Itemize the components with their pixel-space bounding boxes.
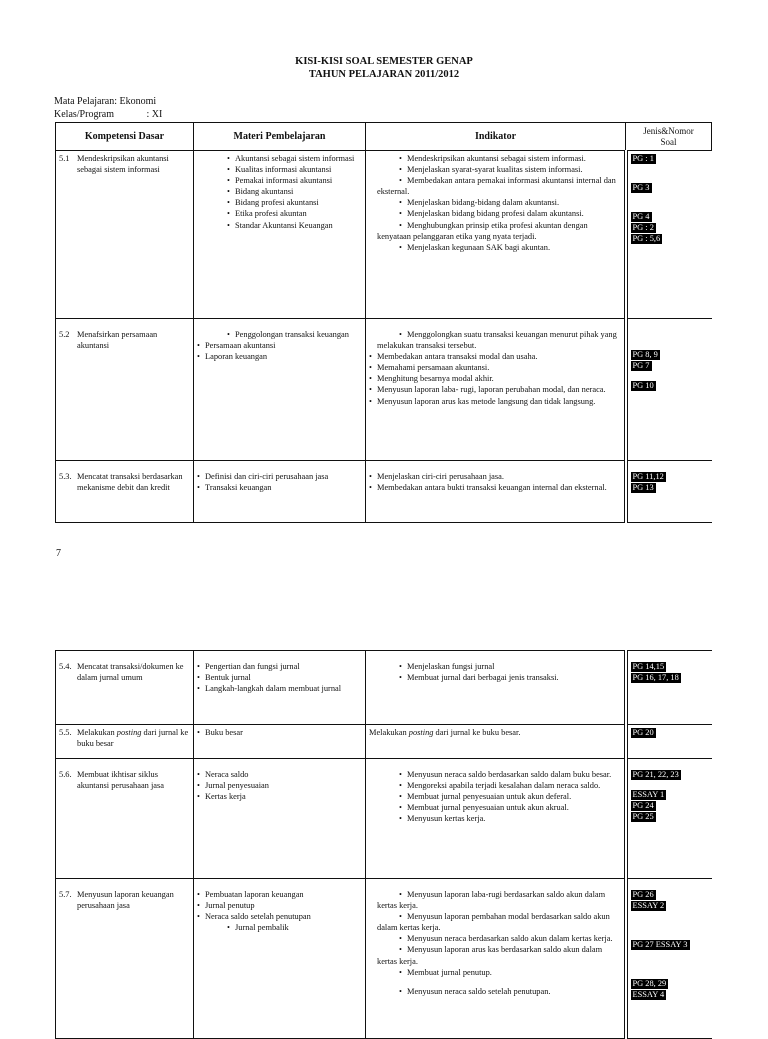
kd-text bbox=[77, 727, 190, 749]
kompetensi-cell bbox=[56, 319, 194, 461]
kd-text: Membuat ikhtisar siklus akuntansi perusahaan jasa bbox=[77, 770, 164, 791]
kisi-kisi-table-part2 bbox=[55, 650, 712, 1039]
soal-cell bbox=[626, 461, 712, 523]
indikator-cell bbox=[366, 879, 626, 1039]
list-item: • Jurnal penyesuaian bbox=[197, 780, 362, 791]
soal-code: PG : 1 bbox=[632, 154, 654, 163]
table-row bbox=[56, 319, 712, 461]
list-item: • Menjelaskan syarat-syarat kualitas sistem informasi. bbox=[369, 164, 621, 175]
list-item: • Membuat jurnal penutup. bbox=[369, 967, 621, 978]
list-item: • Membuat jurnal dari berbagai jenis transaksi. bbox=[369, 672, 621, 683]
list-item: • Standar Akuntansi Keuangan bbox=[197, 220, 362, 231]
materi-cell bbox=[194, 461, 366, 523]
kd-text: Menafsirkan persamaan akuntansi bbox=[77, 330, 158, 351]
indikator-cell bbox=[366, 151, 626, 319]
kd-text: Mencatat transaksi berdasarkan mekanisme debit dan kredit bbox=[77, 472, 183, 493]
table-row bbox=[56, 461, 712, 523]
document-title: KISI-KISI SOAL SEMESTER GENAP bbox=[295, 56, 473, 67]
soal-code: PG : 2 bbox=[632, 223, 654, 233]
list-item: • Jurnal penutup bbox=[197, 900, 362, 911]
indikator-cell bbox=[366, 319, 626, 461]
list-item: • Menyusun neraca saldo berdasarkan saldo dalam buku besar. bbox=[369, 769, 621, 780]
soal-code: PG 7 bbox=[632, 361, 650, 371]
soal-code: PG 16, 17, 18 bbox=[632, 673, 679, 683]
soal-code: PG 24 bbox=[632, 801, 654, 811]
soal-cell bbox=[626, 759, 712, 879]
soal-code: PG 13 bbox=[632, 483, 654, 493]
list-item: • Neraca saldo setelah penutupan bbox=[197, 911, 362, 922]
list-item: • Pembuatan laporan keuangan bbox=[197, 889, 362, 900]
list-item: • Mendeskripsikan akuntansi sebagai sistem informasi. bbox=[369, 153, 621, 164]
page-number: 7 bbox=[56, 548, 61, 559]
list-item: • Menghitung besarnya modal akhir. bbox=[369, 373, 621, 384]
table-row bbox=[56, 879, 712, 1039]
indikator-cell bbox=[366, 725, 626, 759]
indikator-cell bbox=[366, 461, 626, 523]
soal-cell bbox=[626, 151, 712, 319]
soal-code: PG 25 bbox=[632, 812, 654, 822]
list-item: • Laporan keuangan bbox=[197, 351, 362, 362]
academic-year: TAHUN PELAJARAN 2011/2012 bbox=[308, 69, 460, 80]
kompetensi-cell bbox=[56, 151, 194, 319]
kd-number: 5.1 bbox=[59, 154, 70, 163]
list-item: • Menjelaskan bidang-bidang dalam akuntansi. bbox=[369, 197, 621, 208]
kd-text: Mencatat transaksi/dokumen ke dalam jurnal umum bbox=[77, 662, 184, 683]
soal-code: ESSAY 2 bbox=[632, 901, 665, 911]
list-item: • Menjelaskan ciri-ciri perusahaan jasa. bbox=[369, 471, 621, 482]
col-materi-pembelajaran: Materi Pembelajaran bbox=[194, 123, 366, 151]
indikator-text: dari jurnal ke buku besar. bbox=[433, 728, 521, 737]
kompetensi-cell bbox=[56, 651, 194, 725]
col-indikator: Indikator bbox=[366, 123, 626, 151]
list-item: • Kertas kerja bbox=[197, 791, 362, 802]
list-item: • Pengertian dan fungsi jurnal bbox=[197, 661, 362, 672]
soal-code: PG 20 bbox=[632, 728, 654, 737]
soal-code: ESSAY 4 bbox=[632, 990, 665, 1000]
table-row bbox=[56, 725, 712, 759]
list-item: • Membedakan antara transaksi modal dan usaha. bbox=[369, 351, 621, 362]
kd-number: 5.2 bbox=[59, 330, 70, 339]
kompetensi-cell bbox=[56, 461, 194, 523]
subject-line: Mata Pelajaran: Ekonomi bbox=[54, 96, 157, 107]
soal-code: PG 8, 9 bbox=[632, 350, 658, 359]
soal-code: PG 10 bbox=[632, 381, 654, 391]
list-item: • Persamaan akuntansi bbox=[197, 340, 362, 351]
col-jenis-line2: Soal bbox=[660, 136, 677, 147]
table-row bbox=[56, 651, 712, 725]
kd-number: 5.6. bbox=[59, 770, 72, 779]
list-item: • Transaksi keuangan bbox=[197, 482, 362, 493]
list-item: • Menyusun laporan laba-rugi berdasarkan saldo akun dalam kertas kerja. bbox=[369, 889, 621, 911]
list-item: • Akuntansi sebagai sistem informasi bbox=[197, 153, 362, 164]
list-item: • Langkah-langkah dalam membuat jurnal bbox=[197, 683, 362, 694]
list-item: • Neraca saldo bbox=[197, 769, 362, 780]
list-item: • Kualitas informasi akuntansi bbox=[197, 164, 362, 175]
col-jenis-line1: Jenis&Nomor bbox=[643, 125, 694, 136]
list-item: • Menyusun laporan laba- rugi, laporan perubahan modal, dan neraca. bbox=[369, 384, 621, 395]
kd-number: 5.4. bbox=[59, 662, 72, 671]
indikator-cell bbox=[366, 759, 626, 879]
list-item: • Bidang profesi akuntansi bbox=[197, 197, 362, 208]
materi-cell bbox=[194, 879, 366, 1039]
list-item: • Bentuk jurnal bbox=[197, 672, 362, 683]
soal-code: PG 3 bbox=[632, 183, 650, 193]
list-item: • Menyusun kertas kerja. bbox=[369, 813, 621, 824]
table-header-row bbox=[56, 123, 712, 151]
list-item: • Menghubungkan prinsip etika profesi akuntan dengan kenyataan pelanggaran etika yang nyata terjadi. bbox=[369, 220, 621, 242]
soal-cell bbox=[626, 725, 712, 759]
kd-number: 5.5. bbox=[59, 728, 72, 737]
list-item: • Memahami persamaan akuntansi. bbox=[369, 362, 621, 373]
soal-cell bbox=[626, 651, 712, 725]
materi-cell bbox=[194, 725, 366, 759]
list-item: • Membedakan antara pemakai informasi akuntansi internal dan eksternal. bbox=[369, 175, 621, 197]
soal-cell bbox=[626, 879, 712, 1039]
list-item: • Pemakai informasi akuntansi bbox=[197, 175, 362, 186]
list-item: • Menyusun neraca saldo setelah penutupan. bbox=[369, 986, 621, 997]
list-item: • Penggolongan transaksi keuangan bbox=[197, 329, 362, 340]
soal-code: PG 26 bbox=[632, 890, 654, 899]
table-row bbox=[56, 151, 712, 319]
col-kompetensi-dasar: Kompetensi Dasar bbox=[56, 123, 194, 151]
list-item: • Menjelaskan fungsi jurnal bbox=[369, 661, 621, 672]
list-item: • Definisi dan ciri-ciri perusahaan jasa bbox=[197, 471, 362, 482]
list-item-text: Jurnal pembalik bbox=[235, 923, 289, 933]
materi-cell bbox=[194, 319, 366, 461]
list-item: • Membuat jurnal penyesuaian untuk akun deferal. bbox=[369, 791, 621, 802]
list-item: • Mengoreksi apabila terjadi kesalahan dalam neraca saldo. bbox=[369, 780, 621, 791]
list-item: • Menjelaskan kegunaan SAK bagi akuntan. bbox=[369, 242, 621, 253]
kd-text-part: dari jurnal ke buku besar bbox=[77, 728, 189, 749]
soal-code: PG 11,12 bbox=[632, 472, 664, 481]
col-jenis-nomor-soal bbox=[626, 123, 712, 151]
kompetensi-cell bbox=[56, 879, 194, 1039]
soal-code: PG 21, 22, 23 bbox=[632, 770, 679, 779]
kd-text: Mendeskripsikan akuntansi sebagai sistem informasi bbox=[77, 154, 169, 175]
soal-code: PG 4 bbox=[632, 212, 650, 222]
list-item: • Membuat jurnal penyesuaian untuk akun akrual. bbox=[369, 802, 621, 813]
list-item: • Etika profesi akuntan bbox=[197, 208, 362, 219]
materi-cell bbox=[194, 151, 366, 319]
list-item-continued bbox=[197, 922, 362, 933]
indikator-emphasis: posting bbox=[408, 728, 434, 737]
list-item: • Menyusun neraca berdasarkan saldo akun dalam kertas kerja. bbox=[369, 933, 621, 944]
kompetensi-cell bbox=[56, 725, 194, 759]
kd-text: Menyusun laporan keuangan perusahaan jasa bbox=[77, 890, 174, 911]
list-item: • Menyusun laporan arus kas metode langsung dan tidak langsung. bbox=[369, 396, 621, 407]
soal-code: PG 28, 29 bbox=[632, 979, 667, 989]
kd-number: 5.7. bbox=[59, 890, 72, 899]
soal-code: PG 27 ESSAY 3 bbox=[632, 940, 688, 950]
kd-text-emphasis: posting bbox=[116, 728, 142, 737]
soal-code: PG : 5,6 bbox=[632, 234, 661, 244]
class-line: Kelas/Program : XI bbox=[54, 109, 163, 120]
list-item: • Menjelaskan bidang bidang profesi dalam akuntansi. bbox=[369, 208, 621, 219]
kd-text-part: Melakukan bbox=[77, 728, 117, 737]
list-item: • Buku besar bbox=[197, 727, 362, 738]
indikator-text: Melakukan bbox=[369, 728, 409, 737]
list-item: • Bidang akuntansi bbox=[197, 186, 362, 197]
table-row bbox=[56, 759, 712, 879]
materi-cell bbox=[194, 651, 366, 725]
soal-cell bbox=[626, 319, 712, 461]
list-item: • Membedakan antara bukti transaksi keuangan internal dan eksternal. bbox=[369, 482, 621, 493]
soal-code: ESSAY 1 bbox=[632, 790, 665, 800]
kd-number: 5.3. bbox=[59, 472, 72, 481]
kisi-kisi-table-part1 bbox=[55, 122, 712, 523]
list-item: • Menyusun laporan arus kas berdasarkan saldo akun dalam kertas kerja. bbox=[369, 944, 621, 966]
soal-code: PG 14,15 bbox=[632, 662, 665, 671]
indikator-cell bbox=[366, 651, 626, 725]
list-item: • Menggolongkan suatu transaksi keuangan menurut pihak yang melakukan transaksi tersebut. bbox=[369, 329, 621, 351]
kompetensi-cell bbox=[56, 759, 194, 879]
materi-cell bbox=[194, 759, 366, 879]
list-item: • Menyusun laporan pembahan modal berdasarkan saldo akun dalam kertas kerja. bbox=[369, 911, 621, 933]
